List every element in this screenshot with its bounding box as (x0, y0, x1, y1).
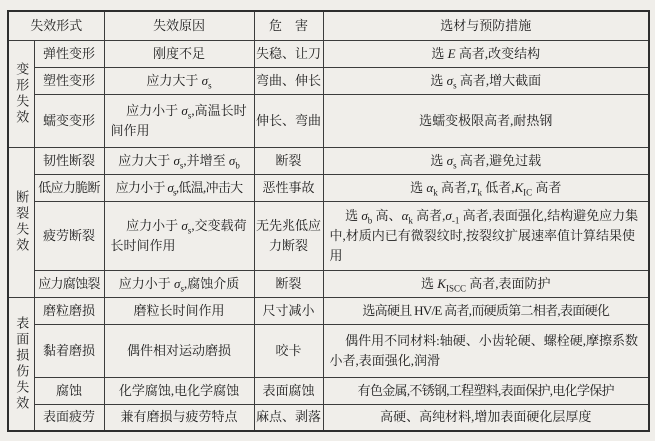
cell-hazard: 断裂 (254, 147, 323, 174)
cell-cause: 磨粒长时间作用 (104, 297, 254, 324)
cell-measure: 选高硬且 HV/E 高者,而硬质第二相者,表面硬化 (323, 297, 649, 324)
cell-hazard: 断裂 (254, 270, 323, 297)
group-label-fracture: 断裂失效 (8, 147, 34, 297)
cell-hazard: 麻点、剥落 (254, 404, 323, 431)
cell-cause: 偶件相对运动磨损 (104, 324, 254, 377)
table-row (8, 270, 649, 297)
cell-form: 弹性变形 (34, 40, 104, 67)
cell-form: 韧性断裂 (34, 147, 104, 174)
cell-form: 表面疲劳 (34, 404, 104, 431)
header-measure: 选材与预防措施 (323, 11, 649, 40)
cell-hazard: 表面腐蚀 (254, 377, 323, 404)
cell-measure: 选蠕变极限高者,耐热钢 (323, 94, 649, 147)
header-hazard: 危 害 (254, 11, 323, 40)
cell-cause: 应力小于 $\sigma_s$,低温,冲击大 (104, 174, 254, 201)
cell-hazard: 弯曲、伸长 (254, 67, 323, 94)
group-label-deformation: 变形失效 (8, 40, 34, 147)
cell-measure: 选 $\sigma_b$ 高、$\alpha_k$ 高者$,\sigma_{-1}$ 高者,表面强化,结构避免应力集中,材质内已有微裂纹时,按裂纹扩展速率值计算结果使用 (323, 201, 649, 270)
cell-measure: 高硬、高纯材料,增加表面硬化层厚度 (323, 404, 649, 431)
table-row (8, 324, 649, 377)
cell-measure: 选 $\sigma_s$ 高者,增大截面 (323, 67, 649, 94)
cell-measure: 选 $\sigma_s$ 高者,避免过载 (323, 147, 649, 174)
cell-form: 腐蚀 (34, 377, 104, 404)
cell-form: 疲劳断裂 (34, 201, 104, 270)
cell-hazard: 恶性事故 (254, 174, 323, 201)
cell-form: 低应力脆断 (34, 174, 104, 201)
table-row (8, 201, 649, 270)
table-row (8, 377, 649, 404)
table-row (8, 297, 649, 324)
cell-cause: 应力大于 $\sigma_s$,并增至 $\sigma_b$ (104, 147, 254, 174)
cell-form: 磨粒磨损 (34, 297, 104, 324)
header-form: 失效形式 (8, 11, 104, 40)
table-row (8, 404, 649, 431)
cell-hazard: 咬卡 (254, 324, 323, 377)
cell-measure: 有色金属,不锈钢,工程塑料,表面保护,电化学保护 (323, 377, 649, 404)
cell-cause: 化学腐蚀,电化学腐蚀 (104, 377, 254, 404)
table-row (8, 174, 649, 201)
table-row (8, 147, 649, 174)
cell-hazard: 伸长、弯曲 (254, 94, 323, 147)
cell-form: 黏着磨损 (34, 324, 104, 377)
cell-measure: 偶件用不同材料:轴硬、小齿轮硬、螺栓硬,摩擦系数小者,表面强化,润滑 (323, 324, 649, 377)
failure-modes-table (7, 10, 650, 432)
cell-cause: 应力小于 $\sigma_s$,交变载荷长时间作用 (104, 201, 254, 270)
table-header (8, 11, 649, 40)
cell-form: 塑性变形 (34, 67, 104, 94)
cell-form: 应力腐蚀裂 (34, 270, 104, 297)
cell-form: 蠕变变形 (34, 94, 104, 147)
table-row (8, 94, 649, 147)
table-row (8, 40, 649, 67)
header-row (8, 11, 649, 40)
cell-cause: 应力小于 $\sigma_s$,高温长时间作用 (104, 94, 254, 147)
cell-cause: 应力大于 $\sigma_s$ (104, 67, 254, 94)
cell-measure: 选 $\alpha_k$ 高者$,T_k$ 低者$,K_{IC}$ 高者 (323, 174, 649, 201)
cell-cause: 应力小于 $\sigma_s$,腐蚀介质 (104, 270, 254, 297)
group-label-surface-damage: 表面损伤失效 (8, 297, 34, 431)
cell-hazard: 尺寸减小 (254, 297, 323, 324)
cell-measure: 选 $K_{ISCC}$ 高者,表面防护 (323, 270, 649, 297)
table-body (8, 40, 649, 431)
table-row (8, 67, 649, 94)
cell-cause: 刚度不足 (104, 40, 254, 67)
cell-cause: 兼有磨损与疲劳特点 (104, 404, 254, 431)
cell-hazard: 无先兆低应力断裂 (254, 201, 323, 270)
header-cause: 失效原因 (104, 11, 254, 40)
cell-measure: 选 E 高者,改变结构 (323, 40, 649, 67)
cell-hazard: 失稳、让刀 (254, 40, 323, 67)
